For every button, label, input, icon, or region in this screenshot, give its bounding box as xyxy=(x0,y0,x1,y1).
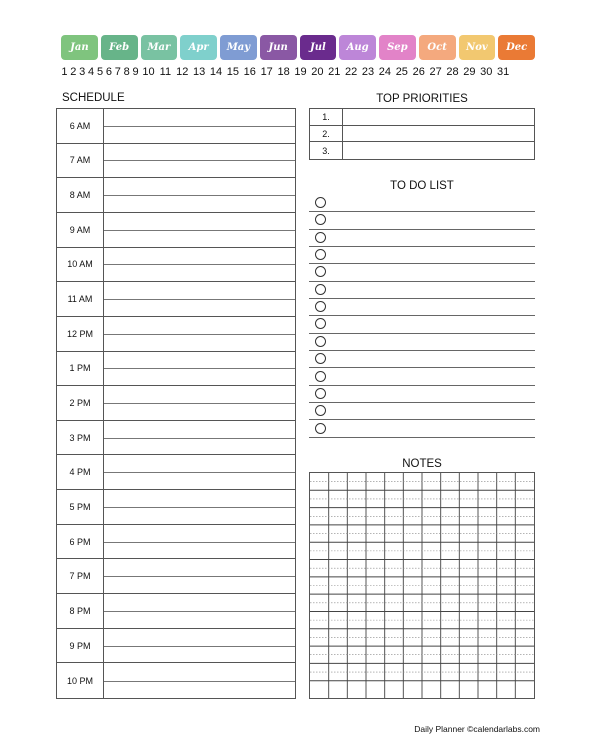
schedule-row[interactable] xyxy=(57,282,295,317)
priorities-title: TOP PRIORITIES xyxy=(376,93,468,105)
checkbox-circle-icon[interactable] xyxy=(315,214,326,225)
day-12[interactable]: 12 xyxy=(176,66,189,78)
day-8[interactable]: 8 xyxy=(123,66,130,78)
schedule-row[interactable] xyxy=(57,109,295,144)
schedule-row[interactable] xyxy=(57,525,295,560)
todo-item[interactable] xyxy=(309,351,535,368)
todo-item[interactable] xyxy=(309,369,535,386)
hour-label: 8 AM xyxy=(57,178,104,212)
todo-item[interactable] xyxy=(309,282,535,299)
day-5[interactable]: 5 xyxy=(96,66,104,78)
todo-item[interactable] xyxy=(309,247,535,264)
day-14[interactable]: 14 xyxy=(209,66,223,78)
half-hour-line xyxy=(104,230,295,231)
schedule-row[interactable] xyxy=(57,248,295,283)
day-2[interactable]: 2 xyxy=(70,66,77,78)
hour-label: 4 PM xyxy=(57,455,104,489)
day-31[interactable]: 31 xyxy=(497,66,510,78)
todo-item[interactable] xyxy=(309,230,535,247)
month-tab-mar[interactable]: Mar xyxy=(141,35,178,60)
half-hour-line xyxy=(104,403,295,404)
day-11[interactable]: 11 xyxy=(159,66,172,78)
checkbox-circle-icon[interactable] xyxy=(315,301,326,312)
month-tab-apr[interactable]: Apr xyxy=(180,35,217,60)
priority-row[interactable] xyxy=(310,142,534,159)
checkbox-circle-icon[interactable] xyxy=(315,284,326,295)
month-tab-feb[interactable]: Feb xyxy=(101,35,138,60)
checkbox-circle-icon[interactable] xyxy=(315,197,326,208)
hour-label: 9 PM xyxy=(57,629,104,663)
day-28[interactable]: 28 xyxy=(446,66,459,78)
day-17[interactable]: 17 xyxy=(260,66,273,78)
footer-credit: Daily Planner ©calendarlabs.com xyxy=(414,724,540,734)
hour-label: 7 PM xyxy=(57,559,104,593)
todo-item[interactable] xyxy=(309,334,535,351)
checkbox-circle-icon[interactable] xyxy=(315,336,326,347)
month-tab-sep[interactable]: Sep xyxy=(379,35,416,60)
schedule-row[interactable] xyxy=(57,594,295,629)
day-4[interactable]: 4 xyxy=(88,66,95,78)
half-hour-line xyxy=(104,126,295,127)
day-25[interactable]: 25 xyxy=(395,66,408,78)
hour-label: 12 PM xyxy=(57,317,104,351)
day-27[interactable]: 27 xyxy=(429,66,442,78)
day-22[interactable]: 22 xyxy=(345,66,358,78)
priority-number: 3. xyxy=(310,142,343,159)
month-tab-dec[interactable]: Dec xyxy=(498,35,535,60)
schedule-row[interactable] xyxy=(57,421,295,456)
day-30[interactable]: 30 xyxy=(480,66,493,78)
schedule-row[interactable] xyxy=(57,559,295,594)
day-1[interactable]: 1 xyxy=(61,66,68,78)
month-tab-aug[interactable]: Aug xyxy=(339,35,376,60)
todo-item[interactable] xyxy=(309,299,535,316)
todo-item[interactable] xyxy=(309,212,535,229)
day-numbers xyxy=(60,66,540,80)
todo-item[interactable] xyxy=(309,421,535,438)
schedule-row[interactable] xyxy=(57,386,295,421)
todo-item[interactable] xyxy=(309,264,535,281)
hour-label: 6 AM xyxy=(57,109,104,143)
half-hour-line xyxy=(104,611,295,612)
day-18[interactable]: 18 xyxy=(277,66,290,78)
checkbox-circle-icon[interactable] xyxy=(315,249,326,260)
priority-row[interactable] xyxy=(310,109,534,126)
todo-item[interactable] xyxy=(309,195,535,212)
day-10[interactable]: 10 xyxy=(142,66,155,78)
half-hour-line xyxy=(104,334,295,335)
month-tab-nov[interactable]: Nov xyxy=(459,35,496,60)
half-hour-line xyxy=(104,160,295,161)
schedule-title: SCHEDULE xyxy=(62,92,125,104)
schedule-row[interactable] xyxy=(57,455,295,490)
day-3[interactable]: 3 xyxy=(79,66,86,78)
checkbox-circle-icon[interactable] xyxy=(315,353,326,364)
schedule-row[interactable] xyxy=(57,352,295,387)
schedule-row[interactable] xyxy=(57,663,295,698)
checkbox-circle-icon[interactable] xyxy=(315,423,326,434)
day-9[interactable]: 9 xyxy=(132,66,139,78)
half-hour-line xyxy=(104,368,295,369)
day-21[interactable]: 21 xyxy=(328,66,341,78)
hour-label: 7 AM xyxy=(57,144,104,178)
hour-label: 9 AM xyxy=(57,213,104,247)
half-hour-line xyxy=(104,299,295,300)
half-hour-line xyxy=(104,438,295,439)
checkbox-circle-icon[interactable] xyxy=(315,232,326,243)
hour-label: 3 PM xyxy=(57,421,104,455)
checkbox-circle-icon[interactable] xyxy=(315,405,326,416)
hour-label: 1 PM xyxy=(57,352,104,386)
todo-title: TO DO LIST xyxy=(390,180,454,192)
half-hour-line xyxy=(104,681,295,682)
hour-label: 10 PM xyxy=(57,663,104,698)
month-tab-jun[interactable]: Jun xyxy=(260,35,297,60)
todo-item[interactable] xyxy=(309,403,535,420)
notes-title: NOTES xyxy=(402,458,442,470)
half-hour-line xyxy=(104,472,295,473)
day-20[interactable]: 20 xyxy=(311,66,324,78)
hour-label: 11 AM xyxy=(57,282,104,316)
priority-number: 2. xyxy=(310,126,343,142)
checkbox-circle-icon[interactable] xyxy=(315,318,326,329)
checkbox-circle-icon[interactable] xyxy=(315,371,326,382)
notes-grid-lines xyxy=(310,473,534,698)
todo-item[interactable] xyxy=(309,316,535,333)
month-tab-oct[interactable]: Oct xyxy=(419,35,456,60)
day-19[interactable]: 19 xyxy=(294,66,307,78)
checkbox-circle-icon[interactable] xyxy=(315,388,326,399)
schedule-row[interactable] xyxy=(57,144,295,179)
schedule-row[interactable] xyxy=(57,490,295,525)
half-hour-line xyxy=(104,542,295,543)
day-13[interactable]: 13 xyxy=(193,66,206,78)
day-23[interactable]: 23 xyxy=(361,66,375,78)
checkbox-circle-icon[interactable] xyxy=(315,266,326,277)
half-hour-line xyxy=(104,576,295,577)
half-hour-line xyxy=(104,195,295,196)
day-15[interactable]: 15 xyxy=(226,66,240,78)
day-24[interactable]: 24 xyxy=(378,66,392,78)
day-16[interactable]: 16 xyxy=(243,66,256,78)
schedule-row[interactable] xyxy=(57,213,295,248)
priority-row[interactable] xyxy=(310,126,534,143)
half-hour-line xyxy=(104,646,295,647)
notes-grid xyxy=(309,472,535,699)
schedule-table xyxy=(56,108,296,699)
half-hour-line xyxy=(104,507,295,508)
month-tabs xyxy=(61,35,535,60)
todo-item[interactable] xyxy=(309,386,535,403)
priority-number: 1. xyxy=(310,109,343,125)
month-tab-jan[interactable]: Jan xyxy=(61,35,98,60)
hour-label: 6 PM xyxy=(57,525,104,559)
hour-label: 10 AM xyxy=(57,248,104,282)
half-hour-line xyxy=(104,264,295,265)
day-26[interactable]: 26 xyxy=(412,66,425,78)
day-29[interactable]: 29 xyxy=(463,66,476,78)
hour-label: 8 PM xyxy=(57,594,104,628)
month-tab-may[interactable]: May xyxy=(220,35,257,60)
day-6[interactable]: 6 xyxy=(105,66,112,78)
priorities-table xyxy=(309,108,535,160)
schedule-row[interactable] xyxy=(57,317,295,352)
hour-label: 5 PM xyxy=(57,490,104,524)
schedule-row[interactable] xyxy=(57,629,295,664)
day-7[interactable]: 7 xyxy=(114,66,121,78)
hour-label: 2 PM xyxy=(57,386,104,420)
month-tab-jul[interactable]: Jul xyxy=(300,35,337,60)
schedule-row[interactable] xyxy=(57,178,295,213)
